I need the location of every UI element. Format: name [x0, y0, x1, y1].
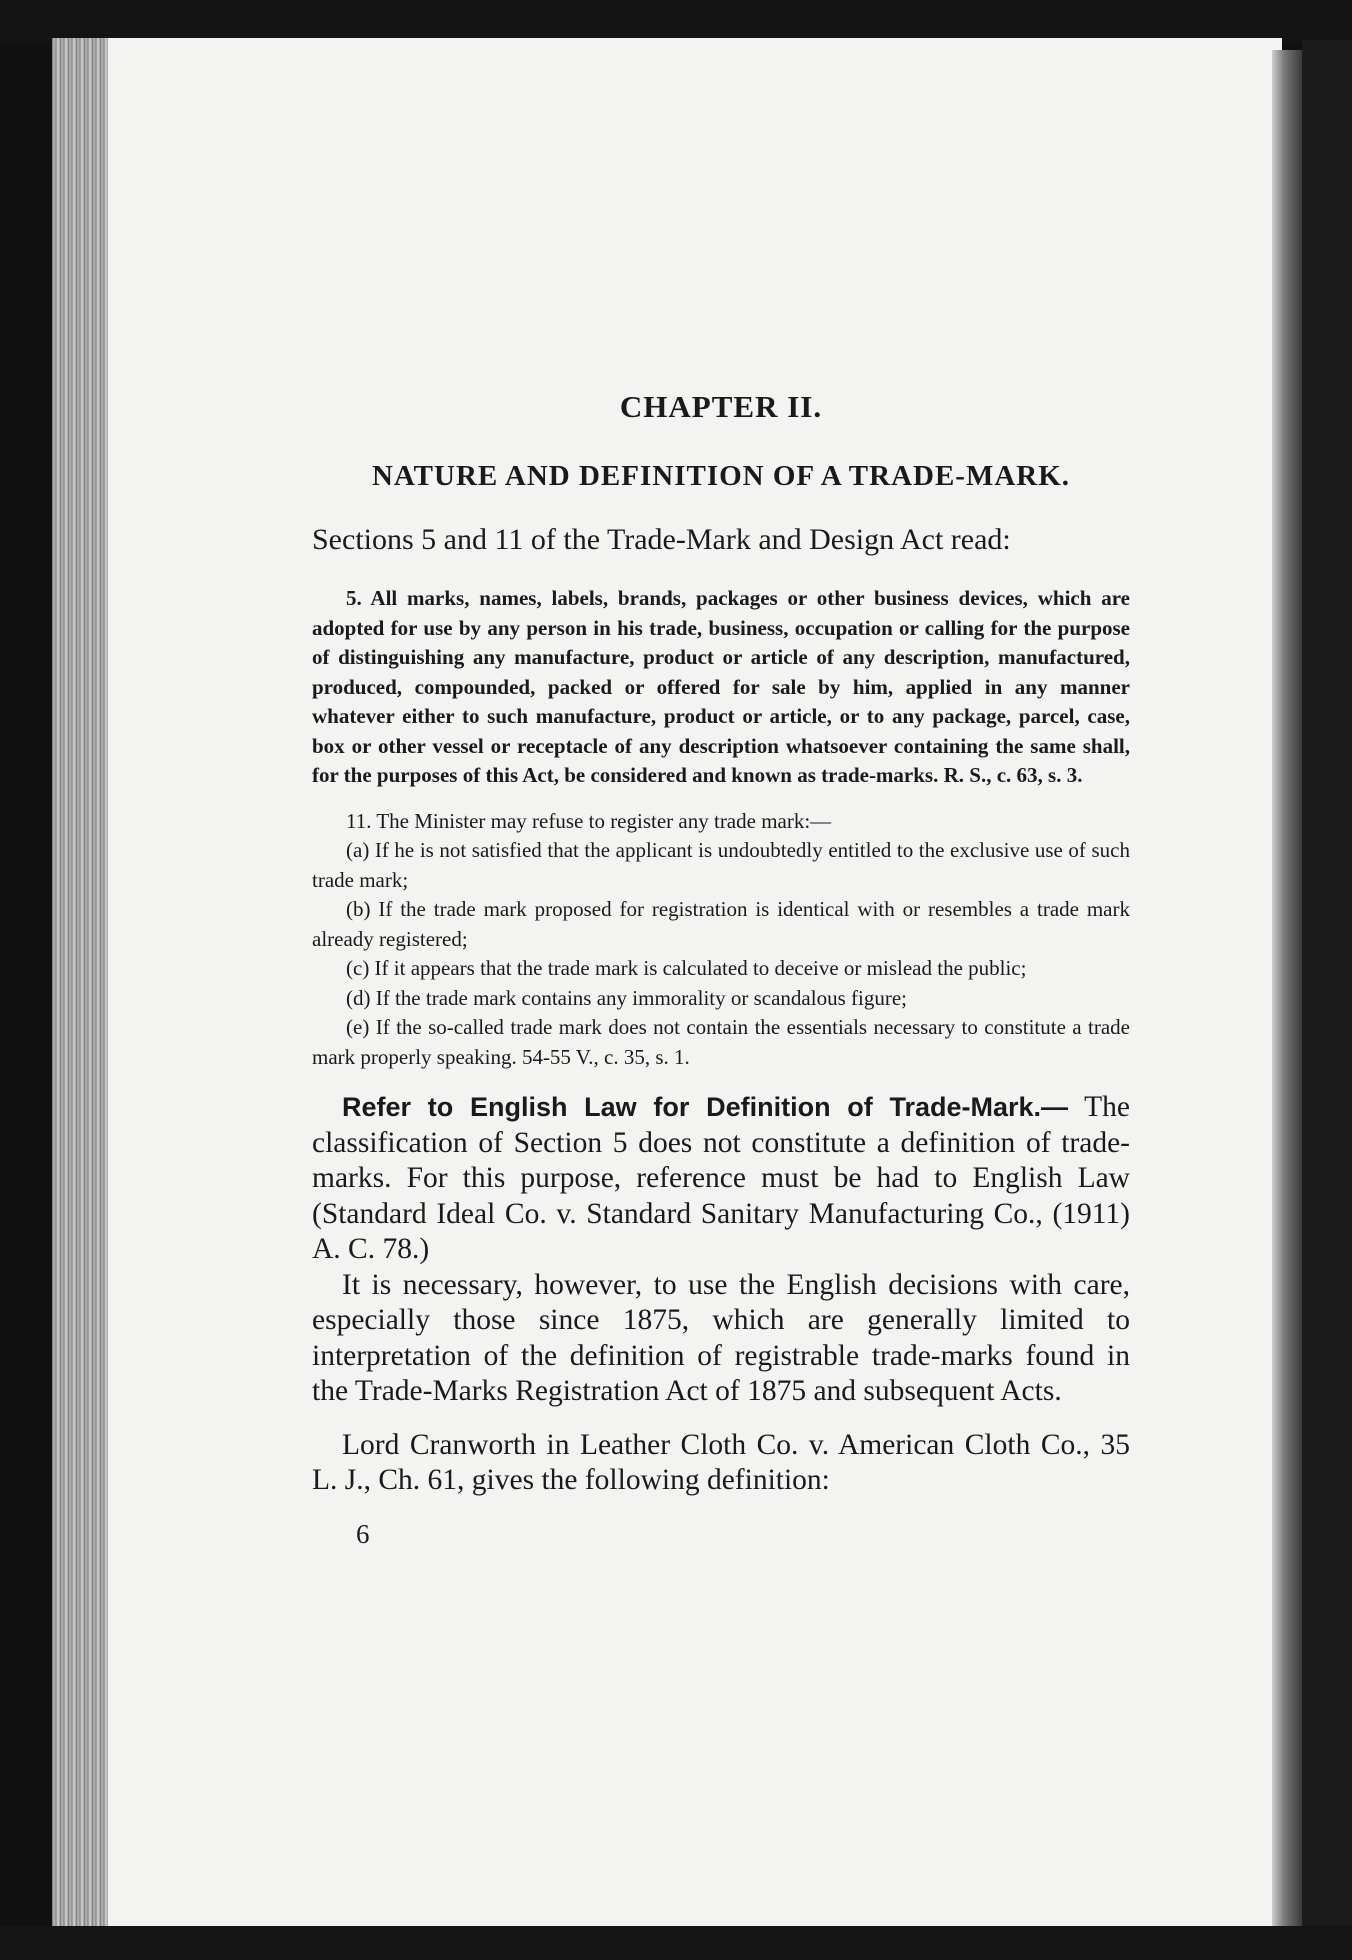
- scan-border-top: [0, 0, 1352, 42]
- scan-border-right: [1302, 40, 1352, 1960]
- section-11-item-b: (b) If the trade mark proposed for registration is identical with or resembles a trade mark already registered;: [312, 897, 1130, 951]
- section-11-item-d: (d) If the trade mark contains any immorality or scandalous figure;: [346, 985, 907, 1010]
- caution-paragraph: It is necessary, however, to use the English decisions with care, especially those since 1875, which are generally limited to interpretation of the definition of registrable trade-marks found in the Trade-Marks Registration Act of 1875 and subsequent Acts.: [312, 1268, 1130, 1407]
- refer-heading: Refer to English Law for Definition of Trade-Mark.—: [342, 1092, 1069, 1122]
- book-spine-shadow: [1272, 50, 1302, 1930]
- chapter-title: NATURE AND DEFINITION OF A TRADE-MARK.: [371, 460, 1071, 492]
- section-11: [312, 807, 1130, 1073]
- cranworth-paragraph: Lord Cranworth in Leather Cloth Co. v. American Cloth Co., 35 L. J., Ch. 61, gives the following definition:: [312, 1428, 1130, 1496]
- chapter-heading: CHAPTER II.: [619, 389, 823, 424]
- intro-paragraph: Sections 5 and 11 of the Trade-Mark and Design Act read:: [312, 523, 1011, 556]
- page-content: [312, 370, 1130, 1550]
- section-11-lead: 11. The Minister may refuse to register any trade mark:—: [346, 808, 832, 833]
- page-edges-left: [52, 38, 108, 1926]
- section-5-text: 5. All marks, names, labels, brands, packages or other business devices, which are adopted for use by any person in his trade, business, occupation or calling for the purpose of distinguishing any manufacture, product or article of any description, manufactured, produced, compounded, packed or offered for sale by him, applied in any manner whatever either to such manufacture, product or article, or to any package, parcel, case, box or other vessel or receptacle of any description whatsoever containing the same shall, for the purposes of this Act, be considered and known as trade-marks. R. S., c. 63, s. 3.: [312, 586, 1130, 787]
- scan-border-bottom: [0, 1926, 1352, 1960]
- section-11-item-c: (c) If it appears that the trade mark is calculated to deceive or mislead the public;: [346, 956, 1027, 980]
- refer-paragraph: [312, 1090, 1130, 1268]
- section-11-item-e: (e) If the so-called trade mark does not contain the essentials necessary to constitute a trade mark properly speaking. 54-55 V., c. 35, s. 1.: [312, 1015, 1130, 1069]
- refer-text: The classification of Section 5 does not constitute a definition of trade-marks. For this purpose, reference must be had to English Law (Standard Ideal Co. v. Standard Sanitary Manufacturing Co., (1911) A. C. 78.): [312, 1091, 1130, 1265]
- page-number: 6: [356, 1518, 370, 1549]
- section-11-item-a: (a) If he is not satisfied that the applicant is undoubtedly entitled to the exclusive use of such trade mark;: [312, 838, 1130, 892]
